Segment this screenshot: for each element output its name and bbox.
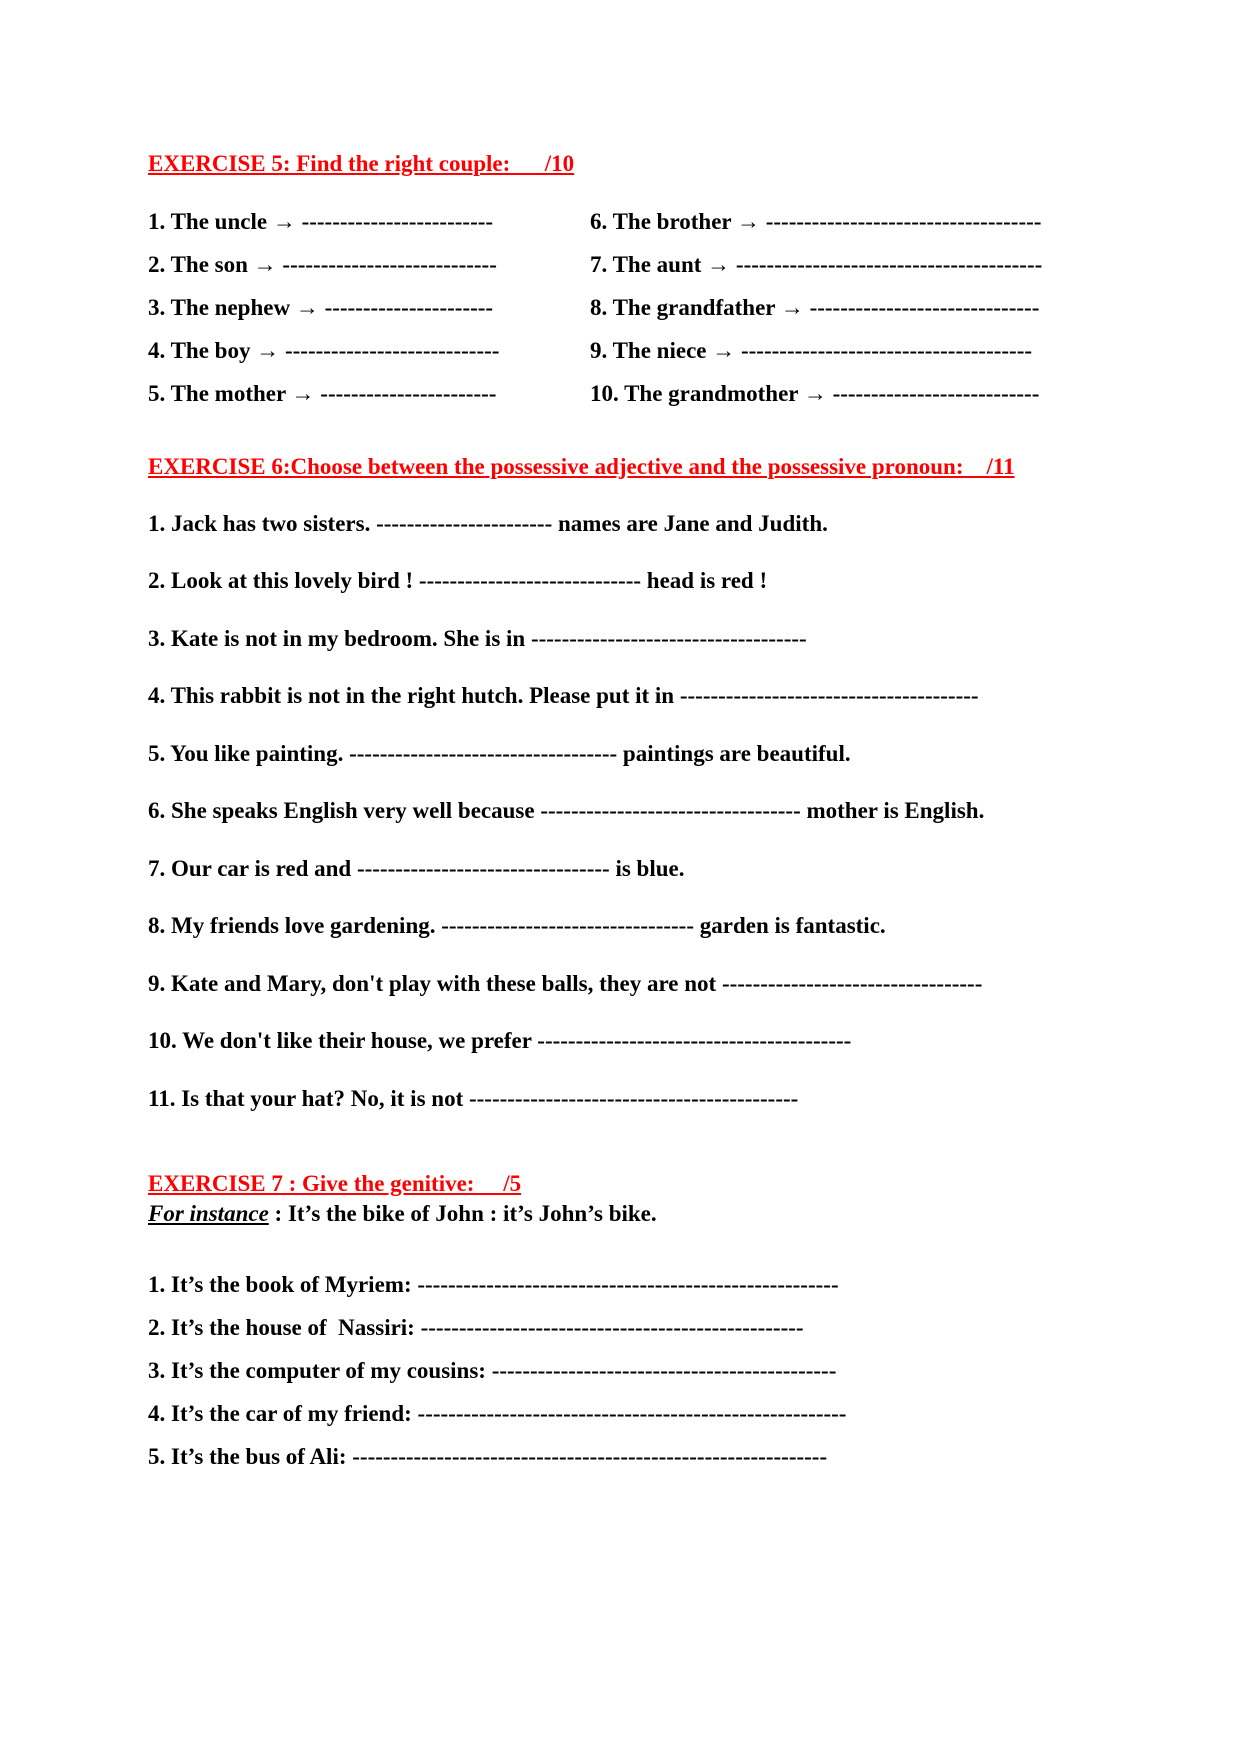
exercise6-item-6: 6. She speaks English very well because ---------------------------------- mother is English.	[148, 798, 985, 823]
exercise6-item-5: 5. You like painting. ----------------------------------- paintings are beautiful.	[148, 741, 851, 766]
exercise5-item-3: 3. The nephew → ----------------------	[148, 295, 494, 320]
exercise5-item-6: 6. The brother → ------------------------------------	[590, 209, 1042, 234]
exercise5-item-4: 4. The boy → ----------------------------	[148, 338, 500, 363]
exercise6-item-10: 10. We don't like their house, we prefer -----------------------------------------	[148, 1028, 852, 1053]
exercise6-item-8: 8. My friends love gardening. --------------------------------- garden is fantastic.	[148, 913, 886, 938]
exercise5-item-10: 10. The grandmother → ---------------------------	[590, 381, 1040, 406]
example-label: For instance	[148, 1201, 269, 1226]
exercise5-item-5: 5. The mother → -----------------------	[148, 381, 497, 406]
exercise5-heading: EXERCISE 5: Find the right couple: /10	[148, 151, 575, 176]
exercise6-item-1: 1. Jack has two sisters. ----------------------- names are Jane and Judith.	[148, 511, 828, 536]
exercise6-item-9: 9. Kate and Mary, don't play with these balls, they are not ----------------------------------	[148, 971, 983, 996]
exercise7-item-3: 3. It’s the computer of my cousins: ---------------------------------------------	[148, 1358, 837, 1383]
example-text: : It’s the bike of John : it’s John’s bike.	[268, 1201, 657, 1226]
exercise7-item-4: 4. It’s the car of my friend: --------------------------------------------------------	[148, 1401, 847, 1426]
exercise6-heading: EXERCISE 6:Choose between the possessive adjective and the possessive pronoun: /11	[148, 454, 1015, 479]
exercise5-item-1: 1. The uncle → -------------------------	[148, 209, 494, 234]
exercise5-item-2: 2. The son → ----------------------------	[148, 252, 497, 277]
exercise7-item-5: 5. It’s the bus of Ali: --------------------------------------------------------------	[148, 1444, 828, 1469]
exercise5-item-8: 8. The grandfather → ------------------------------	[590, 295, 1040, 320]
exercise5-item-7: 7. The aunt → ----------------------------------------	[590, 252, 1043, 277]
exercise6-item-7: 7. Our car is red and --------------------------------- is blue.	[148, 856, 685, 881]
exercise6-item-2: 2. Look at this lovely bird ! ----------------------------- head is red !	[148, 568, 768, 593]
exercise5-item-9: 9. The niece → --------------------------------------	[590, 338, 1033, 363]
exercise7-heading: EXERCISE 7 : Give the genitive: /5	[148, 1171, 522, 1196]
exercise7-item-2: 2. It’s the house of Nassiri: --------------------------------------------------	[148, 1315, 804, 1340]
exercise7-example	[148, 1202, 657, 1225]
exercise6-item-3: 3. Kate is not in my bedroom. She is in ------------------------------------	[148, 626, 807, 651]
exercise7-item-1: 1. It’s the book of Myriem: -------------------------------------------------------	[148, 1272, 839, 1297]
exercise6-item-11: 11. Is that your hat? No, it is not -------------------------------------------	[148, 1086, 799, 1111]
exercise6-item-4: 4. This rabbit is not in the right hutch. Please put it in ---------------------------------------	[148, 683, 979, 708]
